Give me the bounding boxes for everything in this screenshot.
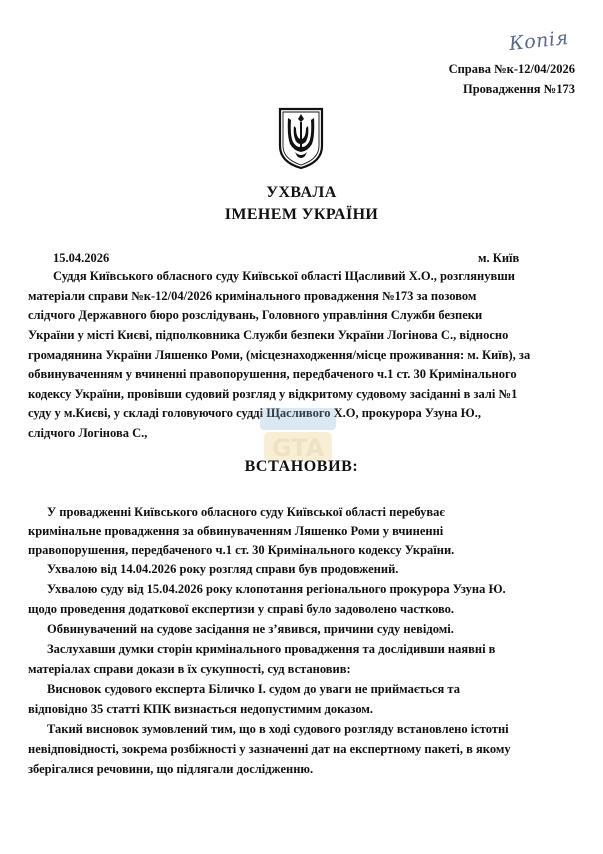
case-info [449,59,575,99]
findings-line: правопорушення, передбаченого ч.1 ст. 30 Кримінального кодексу України. [28,543,455,557]
intro-line: громадянина України Ляшенко Роми, (місцезнаходження/місце проживання: м. Київ), за [28,348,531,362]
ruling-city: м. Київ [478,251,520,265]
ruling-date: 15.04.2026 [53,251,110,265]
intro-line: Суддя Київського обласного суду Київської області Щасливий Х.О., розглянувши [53,269,515,283]
findings-line: зберігалися речовини, що підлягали дослідженню. [28,762,314,776]
intro-line: кодексу України, провівши судовий розгляд у відкритому судовому засіданні в залі №1 [28,387,518,401]
ruling-subtitle: ІМЕНЕМ УКРАЇНИ [224,206,379,223]
findings-line: щодо проведення додаткової експертизи у справі було задоволено частково. [28,602,455,616]
findings-line: Такий висновок зумовлений тим, що в ході судового розгляду встановлено істотні [47,722,509,736]
intro-line: України у місті Києві, підполковника Служби безпеки України Логінова С., відносно [28,328,509,342]
findings-line: кримінальне провадження за обвинуваченням Ляшенко Роми у вчиненні [28,524,444,538]
findings-line: Заслухавши думки сторін кримінального провадження та дослідивши наявні в [47,642,496,656]
section-heading: ВСТАНОВИВ: [244,458,359,475]
findings-line: Ухвалою від 14.04.2026 року розгляд справи був продовжений. [47,562,399,576]
trident-coat-of-arms-icon [276,106,326,170]
findings-line: Ухвалою суду від 15.04.2026 року клопотання регіонального прокурора Узуна Ю. [47,582,506,596]
findings-line: матеріалах справи докази в їх сукупності, суд встановив: [28,662,351,676]
copy-stamp: Копія [508,26,570,56]
findings-line: Обвинувачений на судове засідання не з’явився, причини суду невідомі. [47,622,454,636]
watermark-text: GTA [271,434,325,462]
intro-line: обвинуваченням у вчиненні правопорушення, передбаченого ч.1 ст. 30 Кримінального [28,367,517,381]
case-number: Справа №к-12/04/2026 [448,62,575,76]
intro-line: слідчого Логінова С., [28,426,148,440]
intro-line: матеріали справи №к-12/04/2026 кримінального провадження №173 за позовом [28,289,477,303]
findings-line: невідповідності, зокрема розбіжності у зазначенні дат на експертному пакеті, в якому [28,742,511,756]
intro-line: суду у м.Києві, у складі головуючого судді Щасливого Х.О, прокурора Узуна Ю., [28,406,481,420]
findings-line: Висновок судового експерта Біличко І. судом до уваги не приймається та [47,682,460,696]
intro-line: слідчого Державного бюро розслідувань, Головного управління Служби безпеки [28,308,483,322]
findings-line: відповідно 35 статті КПК визнається недопустимим доказом. [28,702,373,716]
ruling-title: УХВАЛА [266,184,337,201]
proceeding-number: Провадження №173 [463,82,575,96]
findings-line: У провадженні Київського обласного суду Київської області перебуває [47,505,445,519]
